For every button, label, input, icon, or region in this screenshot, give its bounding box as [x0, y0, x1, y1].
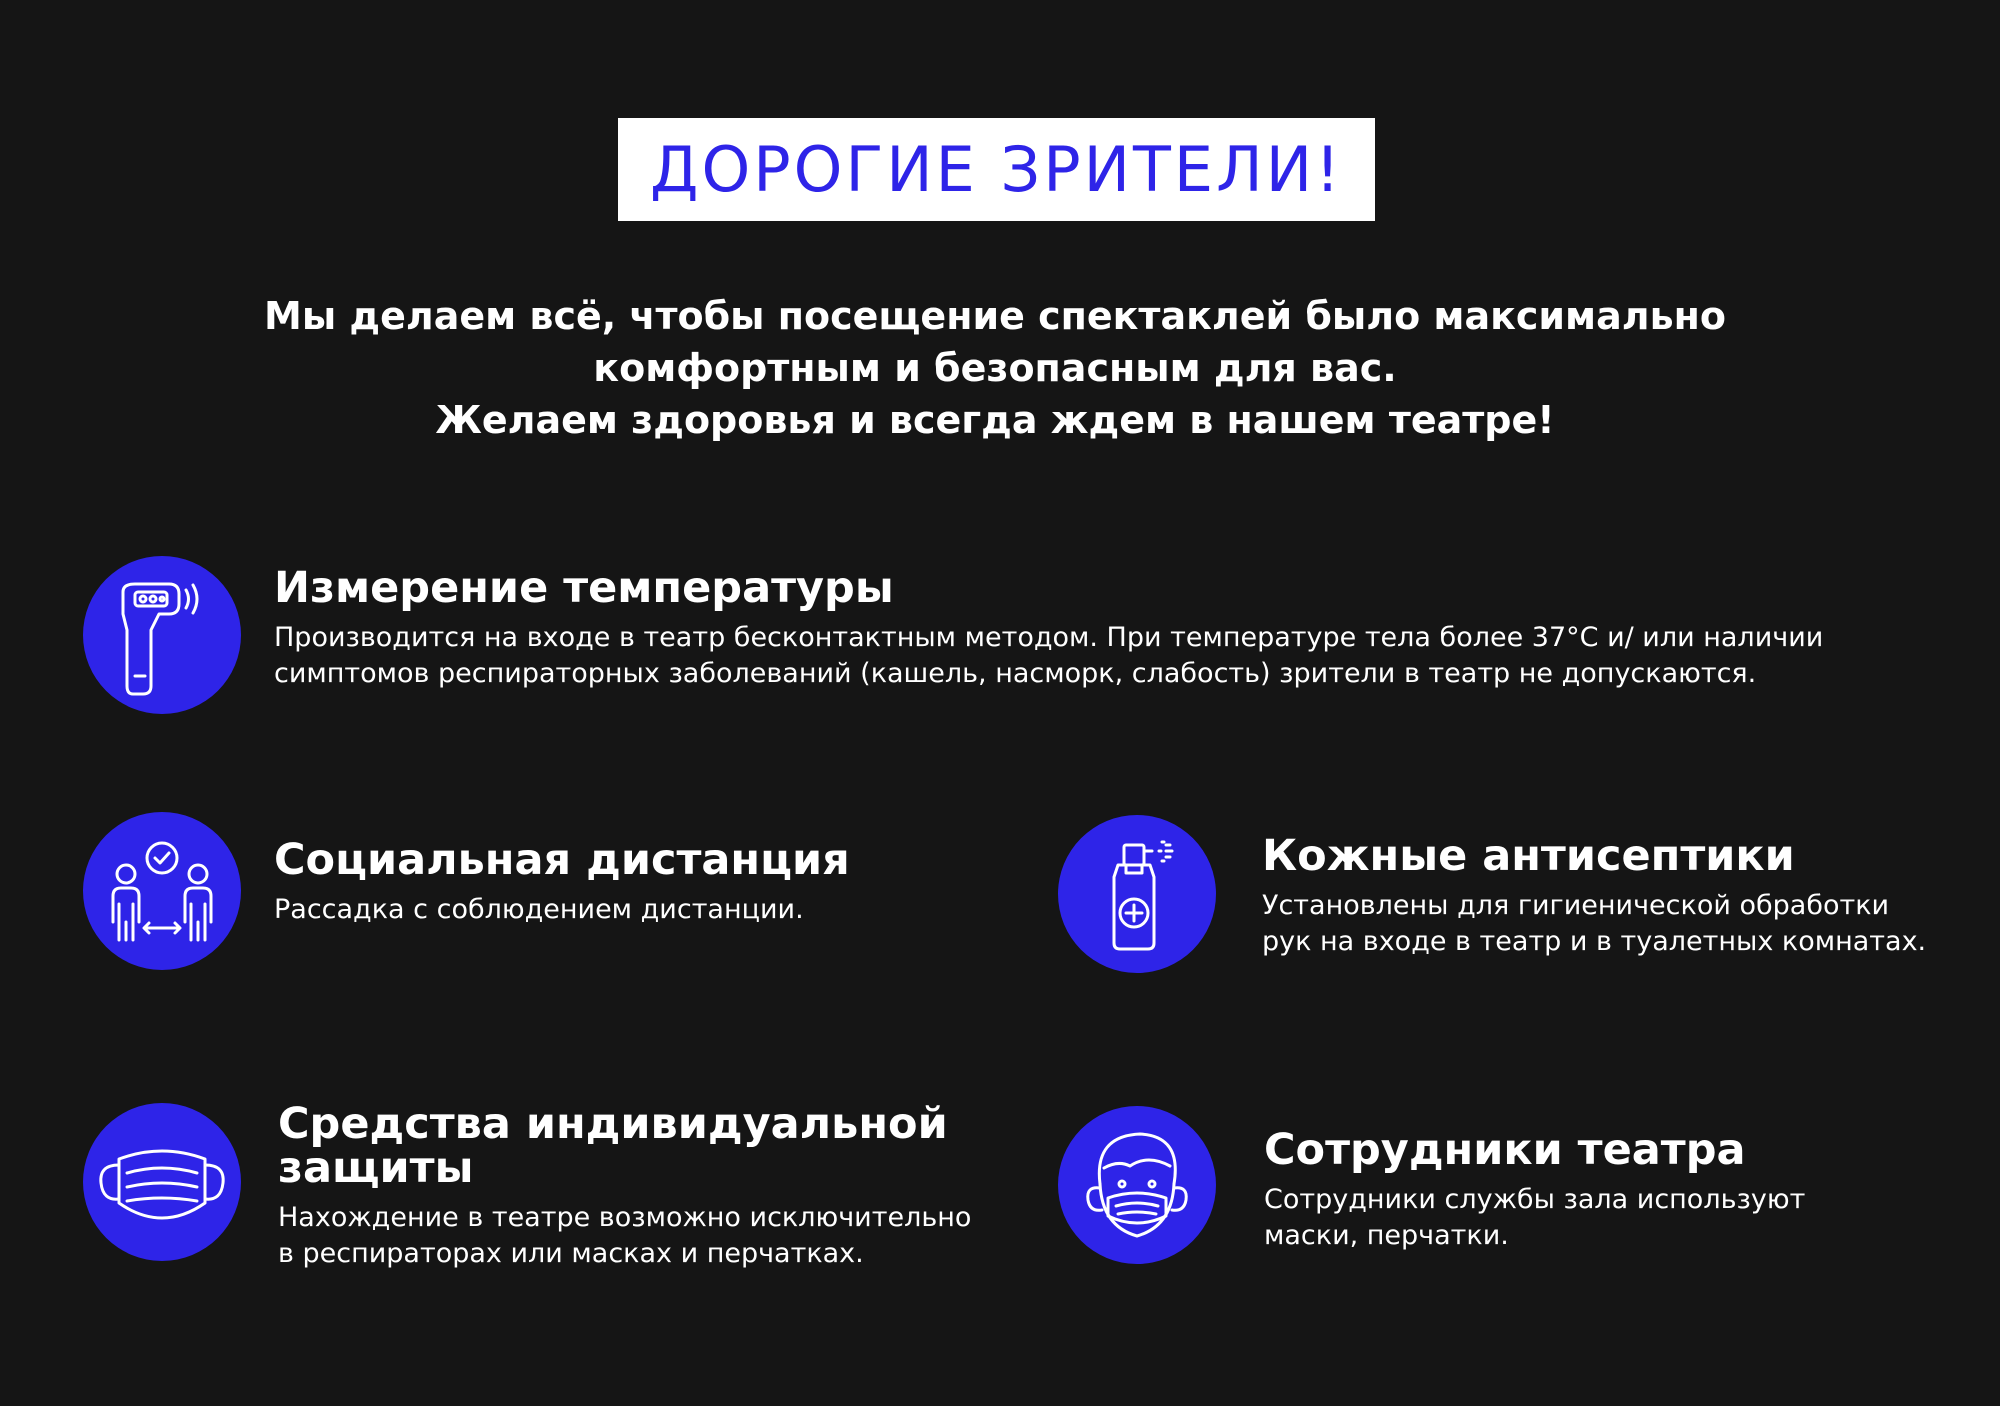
thermometer-gun-icon	[83, 556, 241, 714]
temperature-block	[274, 563, 1824, 692]
title-banner	[618, 118, 1375, 221]
antiseptic-text-line: Установлены для гигиенической обработки	[1262, 890, 1890, 921]
distance-text-line: Рассадка с соблюдением дистанции.	[274, 894, 804, 925]
staff-block	[1264, 1125, 1806, 1254]
antiseptic-block	[1262, 831, 1927, 960]
antiseptic-text-line: рук на входе в театр и в туалетных комнатах.	[1262, 926, 1927, 957]
staff-heading: Сотрудники театра	[1264, 1125, 1746, 1175]
ppe-heading	[278, 1099, 971, 1193]
page-title: ДОРОГИЕ ЗРИТЕЛИ!	[650, 132, 1343, 206]
distance-heading: Социальная дистанция	[274, 835, 850, 885]
temperature-text-line: симптомов респираторных заболеваний (кашель, насморк, слабость) зрители в театр не допускаются.	[274, 658, 1757, 689]
temperature-text-line: Производится на входе в театр бесконтактным методом. При температуре тела более 37°С и/ или наличии	[274, 622, 1824, 653]
antiseptic-heading: Кожные антисептики	[1262, 831, 1795, 881]
ppe-heading-line: Средства индивидуальной	[278, 1099, 948, 1149]
intro-line: Мы делаем всё, чтобы посещение спектаклей было максимально	[264, 294, 1726, 338]
ppe-block	[278, 1099, 972, 1272]
staff-text-line: маски, перчатки.	[1264, 1220, 1509, 1251]
temperature-heading: Измерение температуры	[274, 563, 894, 613]
masked-person-icon	[1058, 1106, 1216, 1264]
ppe-text-line: Нахождение в театре возможно исключительно	[278, 1202, 972, 1233]
intro-line: Желаем здоровья и всегда ждем в нашем театре!	[435, 398, 1555, 442]
ppe-heading-line: защиты	[278, 1143, 474, 1193]
intro-text	[200, 290, 1790, 446]
distance-text	[274, 892, 850, 928]
distance-block	[274, 835, 850, 928]
ppe-text	[278, 1200, 971, 1272]
antiseptic-text	[1262, 888, 1926, 960]
intro-line: комфортным и безопасным для вас.	[593, 346, 1397, 390]
ppe-text-line: в респираторах или масках и перчатках.	[278, 1238, 864, 1269]
social-distance-icon	[83, 812, 241, 970]
staff-text-line: Сотрудники службы зала используют	[1264, 1184, 1806, 1215]
face-mask-icon	[83, 1103, 241, 1261]
spray-bottle-icon	[1058, 815, 1216, 973]
temperature-text	[274, 620, 1823, 692]
staff-text	[1264, 1182, 1805, 1254]
